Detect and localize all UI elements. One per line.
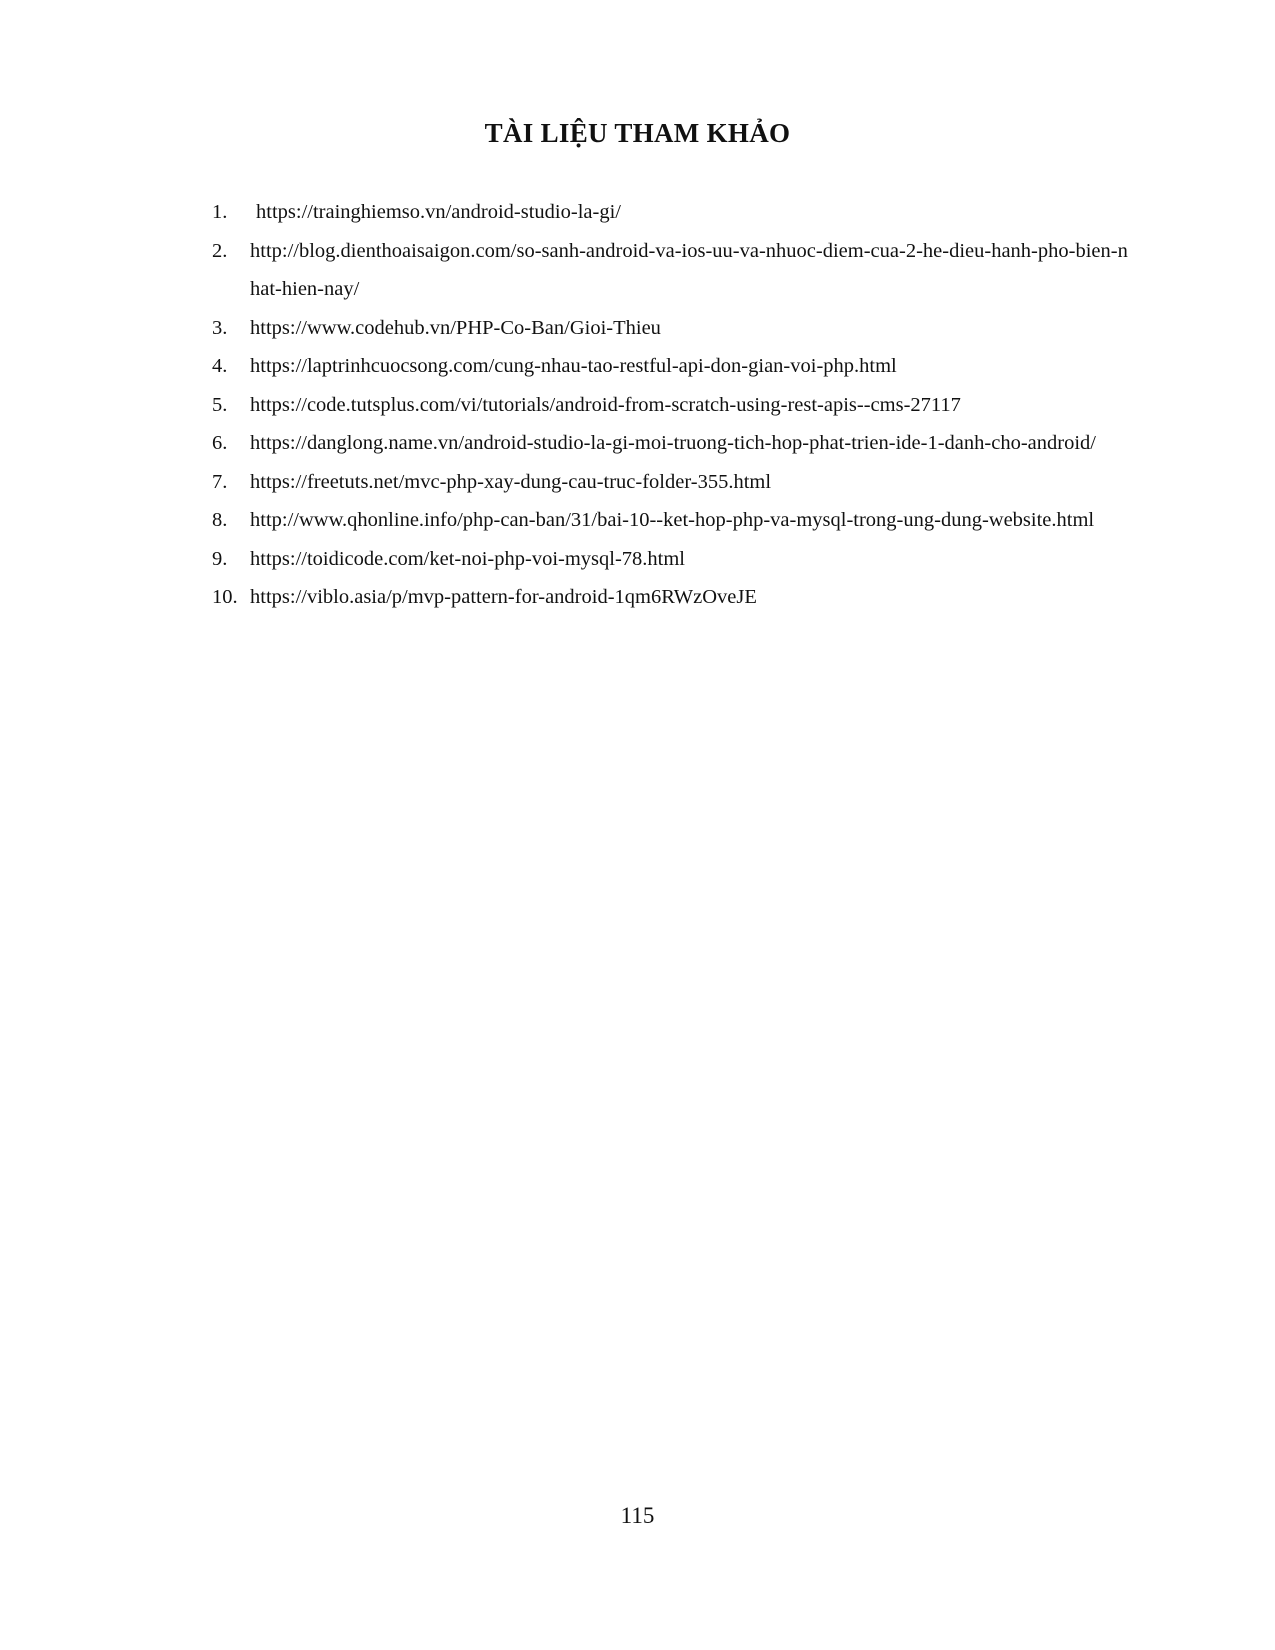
reference-link[interactable]: https://freetuts.net/mvc-php-xay-dung-cau-truc-folder-355.html: [250, 470, 772, 493]
reference-list: [212, 193, 1132, 617]
reference-link[interactable]: https://trainghiemso.vn/android-studio-la-gi/: [256, 201, 621, 223]
reference-number: 3.: [212, 316, 228, 339]
reference-link[interactable]: https://danglong.name.vn/android-studio-la-gi-moi-truong-tich-hop-phat-trien-ide-1-danh-cho-android/: [250, 432, 1096, 454]
reference-item: [212, 193, 1132, 232]
reference-number: 10.: [212, 586, 238, 608]
reference-link[interactable]: http://www.qhonline.info/php-can-ban/31/bai-10--ket-hop-php-va-mysql-trong-ung-dung-website.html: [250, 509, 1095, 531]
reference-number: 5.: [212, 393, 228, 416]
reference-item: [212, 501, 1132, 540]
reference-number: 4.: [212, 355, 228, 377]
reference-item: [212, 540, 1132, 579]
reference-number: 9.: [212, 547, 228, 570]
page-number: 115: [620, 1503, 655, 1528]
reference-number: 6.: [212, 432, 228, 454]
reference-number: 8.: [212, 509, 228, 531]
reference-number: 2.: [212, 239, 228, 262]
reference-link[interactable]: https://code.tutsplus.com/vi/tutorials/android-from-scratch-using-rest-apis--cms-27117: [250, 393, 961, 416]
reference-item: [212, 309, 1132, 348]
reference-link[interactable]: https://laptrinhcuocsong.com/cung-nhau-tao-restful-api-don-gian-voi-php.html: [250, 355, 897, 377]
reference-item: [212, 578, 1132, 617]
page-title: TÀI LIỆU THAM KHẢO: [484, 118, 791, 148]
reference-item: [212, 232, 1132, 309]
reference-item: [212, 347, 1132, 386]
reference-item: [212, 386, 1132, 425]
reference-link[interactable]: https://www.codehub.vn/PHP-Co-Ban/Gioi-Thieu: [250, 316, 661, 339]
reference-number: 7.: [212, 470, 228, 493]
reference-link[interactable]: http://blog.dienthoaisaigon.com/so-sanh-android-va-ios-uu-va-nhuoc-diem-cua-2-he-dieu-hanh-pho-bien-nhat-hien-nay/: [250, 239, 1128, 300]
reference-item: [212, 463, 1132, 502]
reference-link[interactable]: https://viblo.asia/p/mvp-pattern-for-android-1qm6RWzOveJE: [250, 586, 757, 608]
reference-item: [212, 424, 1132, 463]
reference-link[interactable]: https://toidicode.com/ket-noi-php-voi-mysql-78.html: [250, 547, 686, 570]
reference-number: 1.: [212, 201, 228, 223]
